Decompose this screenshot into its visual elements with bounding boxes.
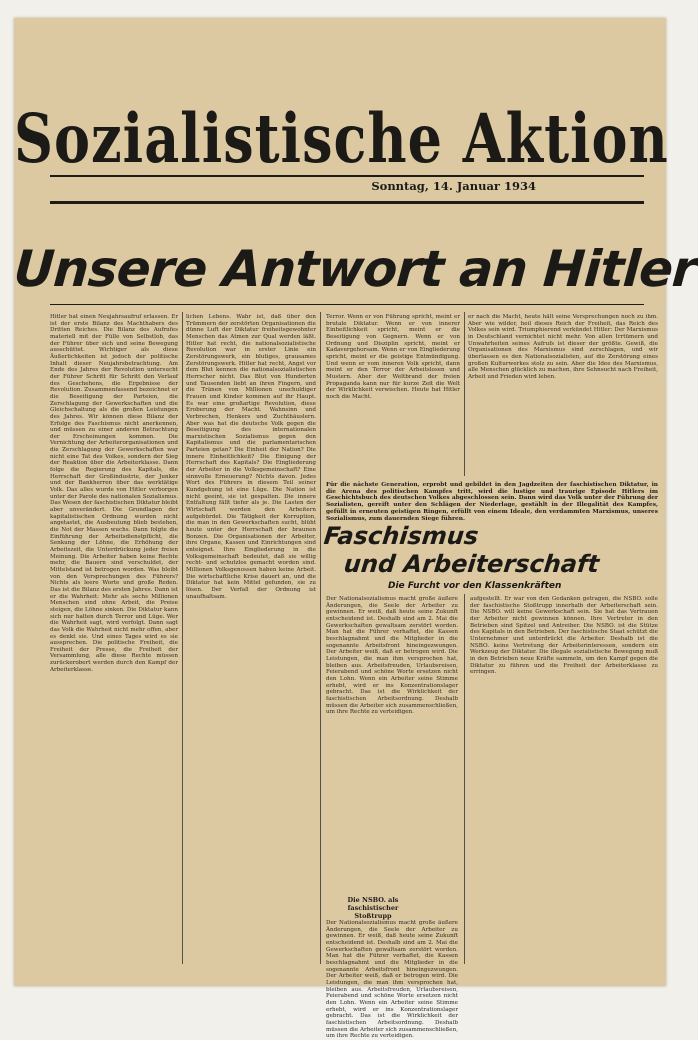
column-3 [326,314,460,478]
column-6 [470,596,658,962]
section-headline-line2: und Arbeiterschaft [342,550,601,578]
sub-heading: Die NSBO. als faschistischer Stoßtrupp [347,896,399,920]
column-5-text: Der Nationalsozialismus macht große äußere Änderungen, die Seele der Arbeiter zu gewinnen. Er weiß, daß heute seine Zukunft entscheidend ist. Deshalb sind am 2. Mai die Gewerkschaften gewaltsam zerstört worden. Man hat die Führer verhaftet, die Kassen beschlagnahmt und die Mitglieder in die sogenannte Arbeitsfront hineingezwungen. Der Arbeiter weiß, daß er betrogen wird. Die Leistungen, die man ihm versprochen hat, bleiben aus. Arbeitsfreuden, Urlaubsreisen, Feierabend und schöne Worte ersetzen nicht den Lohn. Wenn ein Arbeiter seine Stimme erhebt, wird er ins Konzentrationslager gebracht. Das ist die Wirklichkeit der faschistischen Arbeitsordnung. Deshalb müssen die Arbeiter sich zusammenschließen, um ihre Rechte zu verteidigen. [326,596,458,716]
column-5-continued [326,920,458,1040]
column-1-text: Hitler hat einen Neujahrsaufruf erlassen. Er ist der erste Bilanz des Machthabers des Dritten Reiches. Die Bilanz des Aufrufes materiell mit der Fülle von Selbstlob, das der Führer über sich und seine Bewegung ausschüttet. Wichtiger als diese Äußerlichkeiten ist jedoch der politische Inhalt dieser Neujahrsbetrachtung. Am Ende des Jahres der Revolution untersucht der Führer Schritt für Schritt den Verlauf des Geschehens, die Ergebnisse der Revolution. Zusammenfassend bezeichnet er die Beseitigung der Parteien, die Zerschlagung der Gewerkschaften und die Gleichschaltung als die großen Leistungen des Jahres. Wir können diese Bilanz der Erfolge des Faschismus nicht anerkennen, und müssen zu einer anderen Betrachtung der Erscheinungen kommen. Die Vernichtung der Arbeiterorganisationen und die Zerschlagung der Gewerkschaften war nicht eine Tat des Volkes, sondern der Sieg der Reaktion über die Arbeiterklasse. Dann folge die Regierung des Kapitals, die Herrschaft der Großindustrie, der Junker und der Bankherren über das werktätige Volk. Das alles wurde von Hitler verborgen unter der Parole des nationalen Sozialismus. Das Wesen der faschistischen Diktatur bleibt aber unverändert. Die Grundlagen der kapitalistischen Ordnung wurden nicht angetastet, die Ausbeutung blieb bestehen, die Not der Massen wuchs. Dann folgte die Einführung der Arbeitsdienstpflicht, die Senkung der Löhne, die Erhöhung der Arbeitszeit, die Unterdrückung jeder freien Meinung. Die Arbeiter haben keine Rechte mehr, die Bauern sind verschuldet, der Mittelstand ist betrogen worden. Was bleibt von den Versprechungen des Führers? Nichts als leere Worte und große Reden. Das ist die Bilanz des ersten Jahres. Dann ist er die Wahrheit: Mehr als sechs Millionen Menschen sind ohne Arbeit, die Preise steigen, die Löhne sinken. Die Diktatur kann sich nur halten durch Terror und Lüge. Wer die Wahrheit sagt, wird verfolgt. Dann sagt das Volk die Wahrheit nicht mehr offen, aber es denkt sie. Und eines Tages wird es sie aussprechen. Die politische Freiheit, die Freiheit der Presse, die Freiheit der Versammlung, alle diese Rechte müssen zurückerobert werden durch den Kampf der Arbeiterklasse. [50,314,178,673]
column-2 [186,314,316,962]
date-bar [50,175,644,204]
headline: Unsere Antwort an Hitler [11,240,698,298]
column-5 [326,596,458,892]
newspaper-page [11,18,698,1040]
bold-paragraph: Für die nächste Generation, erprobt und gebildet in den Jagdzeiten der faschistischen Diktatur, in die Arena des politischen Kampfes tritt, wird die lustige und traurige Episode Hitlers im Geschichtsbuch des deutschen Volkes abgeschlossen sein. Dann wird das Volk unter der Führung der Sozialisten, gereift unter den Schlägen der Niederlage, gestählt in der Illegalität des Kampfes, gefüllt in erneuten geistigen Ringen, erfüllt von einem Ideale, den verdammten Marxismus, unseres Sozialismus, zum dauernden Siege führen. [326,482,658,522]
headline-rule [50,304,644,305]
section-kicker: Die Furcht vor den Klassenkräften [388,581,562,591]
dateline: Sonntag, 14. Januar 1934 [371,179,536,193]
column-3-text: Terror. Wenn er von Führung spricht, meint er brutale Diktatur. Wenn er von innerer Einheitlichkeit spricht, meint er die Beseitigung von Gegnern. Wenn er von Ordnung und Disziplin spricht, meint er Kadavergehorsam. Wenn er von Eingliederung spricht, meint er die geistige Entmündigung. Und wenn er vom inneren Volk spricht, dann meint er den Terror der Arbeitslosen und Mustern. Aber der Weltbrand der freien Propaganda kann nur für kurze Zeit die Welt der Wirklichkeit verwischen. Heute hat Hitler noch die Macht. [326,314,460,400]
column-4 [468,314,658,478]
column-divider [182,312,183,964]
column-2-text: lichen Lebens. Wahr ist, daß über den Trümmern der zerstörten Organisationen die dünne Luft der Diktatur freiheitsgewohnter Menschen das Atmen zur Qual werden läßt. Hitler hat recht, die nationalsozialistische Revolution war in erster Linie ein Zerstörungswerk, ein blutiges, grausames Zerstörungswerk. Hitler hat recht, Angst vor dem Blut kennen die nationalsozialistischen Herrscher nicht. Das Blut von Hunderten und Tausenden liebt an ihren Fingern, und die Tränen von Millionen unschuldiger Frauen und Kinder kommen auf ihr Haupt. Es war eine großartige Revolution, diese Eroberung der Macht. Wahnsinn und Verbrechen, Henkers und Zuchthäuslern. Aber was hat die deutsche Volk gegen die Beseitigung des internationalen marxistischen Sozialismus gegen den Kapitalismus und die parlamentarischen Parteien getan? Die Einheit der Nation? Die innere Einheitlichkeit? Die Einigung der Herrschaft des Kapitals? Die Eingliederung der Arbeiter in die Volksgemeinschaft? Eine sinnvolle Erneuerung? Nichts davon. Jedes Wort des Führers in diesem Teil seiner Kundgebung ist eine Lüge. Die Nation ist nicht geeint, sie ist gespalten. Die innere Entfaltung fällt tiefer als je. Die Lasten der Wirtschaft werden den Arbeitern aufgebürdet. Die Tätigkeit der Korruption, die man in den Gewerkschaften sucht, blüht heute unter der Herrschaft der braunen Bonzen. Die Organisationen der Arbeiter, ihre Organe, Kassen und Einrichtungen sind enteignet. Ihre Eingliederung in die Volksgemeinschaft bedeutet, daß sie willig recht- und schutzlos gemacht worden sind. Millionen Volksgenossen haben keine Arbeit. Die wirtschaftliche Krise dauert an, und die Diktatur hat kein Mittel gefunden, sie zu lösen. Der Verfall der Ordnung ist unaufhaltsam. [186,314,316,600]
column-divider [464,594,465,964]
column-divider [320,312,321,964]
column-4-text: er nach die Macht, heute hält seine Versprechungen noch zu ihm. Aber wie wilder, heil dieses Reich der Freiheit, das Reich des Volkes sein wird. Triumphierend verkündet Hitler: Der Marxismus in Deutschland vernichtet nicht mehr. Von allen Irrtümern und Unwahrheiten seines Aufrufs ist dieser der größte. Gewiß, die Organisationen des Marxismus sind zerschlagen, und wir überlassen es den Nationalsozialisten, auf die Zerstörung eines großen Kulturwerkes stolz zu sein. Aber die Idee des Marxismus, alle Menschen glücklich zu machen, ihre Sehnsucht nach Freiheit, Arbeit und Frieden wird leben. [468,314,658,380]
section-headline-line1: Faschismus [322,522,480,550]
masthead: Sozialistische Aktion [14,98,669,178]
column-1 [50,314,178,962]
column-divider [464,312,465,476]
column-5-text: Der Nationalsozialismus macht große äußere Änderungen, die Seele der Arbeiter zu gewinnen. Er weiß, daß heute seine Zukunft entscheidend ist. Deshalb sind am 2. Mai die Gewerkschaften gewaltsam zerstört worden. Man hat die Führer verhaftet, die Kassen beschlagnahmt und die Mitglieder in die sogenannte Arbeitsfront hineingezwungen. Der Arbeiter weiß, daß er betrogen wird. Die Leistungen, die man ihm versprochen hat, bleiben aus. Arbeitsfreuden, Urlaubsreisen, Feierabend und schöne Worte ersetzen nicht den Lohn. Wenn ein Arbeiter seine Stimme erhebt, wird er ins Konzentrationslager gebracht. Das ist die Wirklichkeit der faschistischen Arbeitsordnung. Deshalb müssen die Arbeiter sich zusammenschließen, um ihre Rechte zu verteidigen. [326,920,458,1040]
column-6-text: aufgestellt. Er war von den Gedanken getragen, die NSBO. solle der faschistische Stoßtrupp innerhalb der Arbeiterschaft sein. Die NSBO. will keine Gewerkschaft sein. Sie hat das Vertrauen der Arbeiter nicht gewinnen können. Ihre Vertreter in den Betrieben sind Spitzel und Antreiber. Die NSBO. ist die Stütze des Kapitals in den Betrieben. Der faschistische Staat schützt die Unternehmer und unterdrückt die Arbeiter. Deshalb ist die NSBO. keine Vertretung der Arbeiterinteressen, sondern ein Werkzeug der Diktatur. Die illegale sozialistische Bewegung muß in den Betrieben neue Kräfte sammeln, um den Kampf gegen die Diktatur zu führen und die Freiheit der Arbeiterklasse zu erringen. [470,596,658,676]
